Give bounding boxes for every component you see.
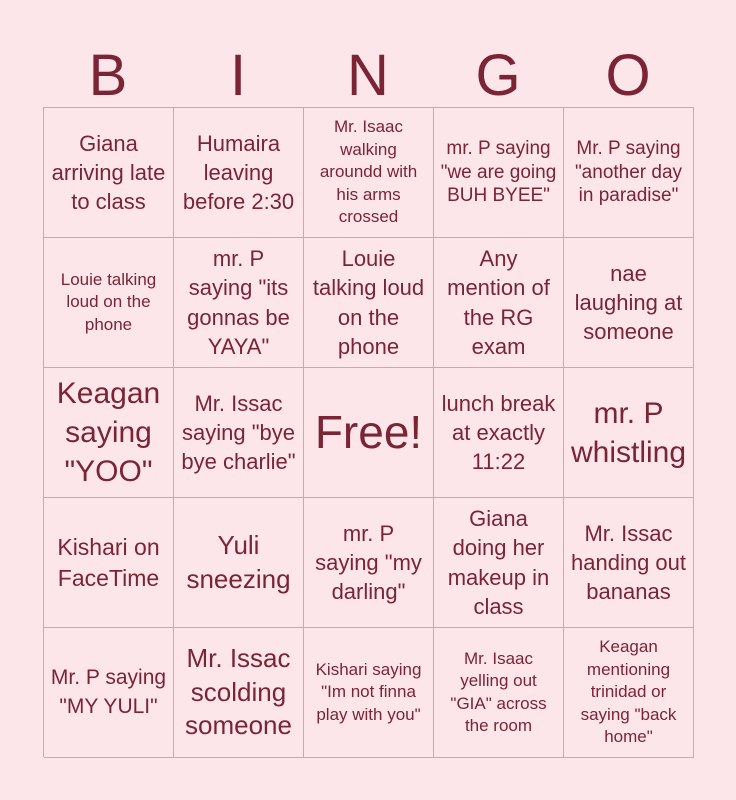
bingo-cell-i5[interactable]: Mr. Issac scolding someone [174, 628, 304, 758]
header-letter-g: G [475, 43, 521, 108]
bingo-cell-g1[interactable]: mr. P saying "we are going BUH BYEE" [434, 108, 564, 238]
header-letter-n: N [347, 43, 389, 108]
bingo-cell-g2[interactable]: Any mention of the RG exam [434, 238, 564, 368]
bingo-cell-i1[interactable]: Humaira leaving before 2:30 [174, 108, 304, 238]
bingo-cell-o3[interactable]: mr. P whistling [564, 368, 694, 498]
bingo-cell-g3[interactable]: lunch break at exactly 11:22 [434, 368, 564, 498]
bingo-cell-b4[interactable]: Kishari on FaceTime [44, 498, 174, 628]
bingo-cell-b3[interactable]: Keagan saying "YOO" [44, 368, 174, 498]
bingo-cell-free[interactable]: Free! [304, 368, 434, 498]
bingo-cell-b1[interactable]: Giana arriving late to class [44, 108, 174, 238]
bingo-cell-n1[interactable]: Mr. Isaac walking aroundd with his arms crossed [304, 108, 434, 238]
bingo-cell-n4[interactable]: mr. P saying "my darling" [304, 498, 434, 628]
bingo-cell-o2[interactable]: nae laughing at someone [564, 238, 694, 368]
bingo-cell-g4[interactable]: Giana doing her makeup in class [434, 498, 564, 628]
bingo-cell-b5[interactable]: Mr. P saying "MY YULI" [44, 628, 174, 758]
bingo-cell-o1[interactable]: Mr. P saying "another day in paradise" [564, 108, 694, 238]
bingo-cell-i4[interactable]: Yuli sneezing [174, 498, 304, 628]
bingo-cell-n2[interactable]: Louie talking loud on the phone [304, 238, 434, 368]
bingo-cell-o4[interactable]: Mr. Issac handing out bananas [564, 498, 694, 628]
header-letter-o: O [605, 43, 651, 108]
header-letter-i: I [229, 43, 247, 108]
bingo-cell-o5[interactable]: Keagan mentioning trinidad or saying "back home" [564, 628, 694, 758]
bingo-cell-g5[interactable]: Mr. Isaac yelling out "GIA" across the room [434, 628, 564, 758]
bingo-header [43, 42, 693, 108]
header-letter-b: B [88, 43, 128, 108]
bingo-cell-i2[interactable]: mr. P saying "its gonnas be YAYA" [174, 238, 304, 368]
bingo-cell-b2[interactable]: Louie talking loud on the phone [44, 238, 174, 368]
bingo-cell-n5[interactable]: Kishari saying "Im not finna play with you" [304, 628, 434, 758]
bingo-cell-i3[interactable]: Mr. Issac saying "bye bye charlie" [174, 368, 304, 498]
bingo-grid [43, 107, 694, 757]
